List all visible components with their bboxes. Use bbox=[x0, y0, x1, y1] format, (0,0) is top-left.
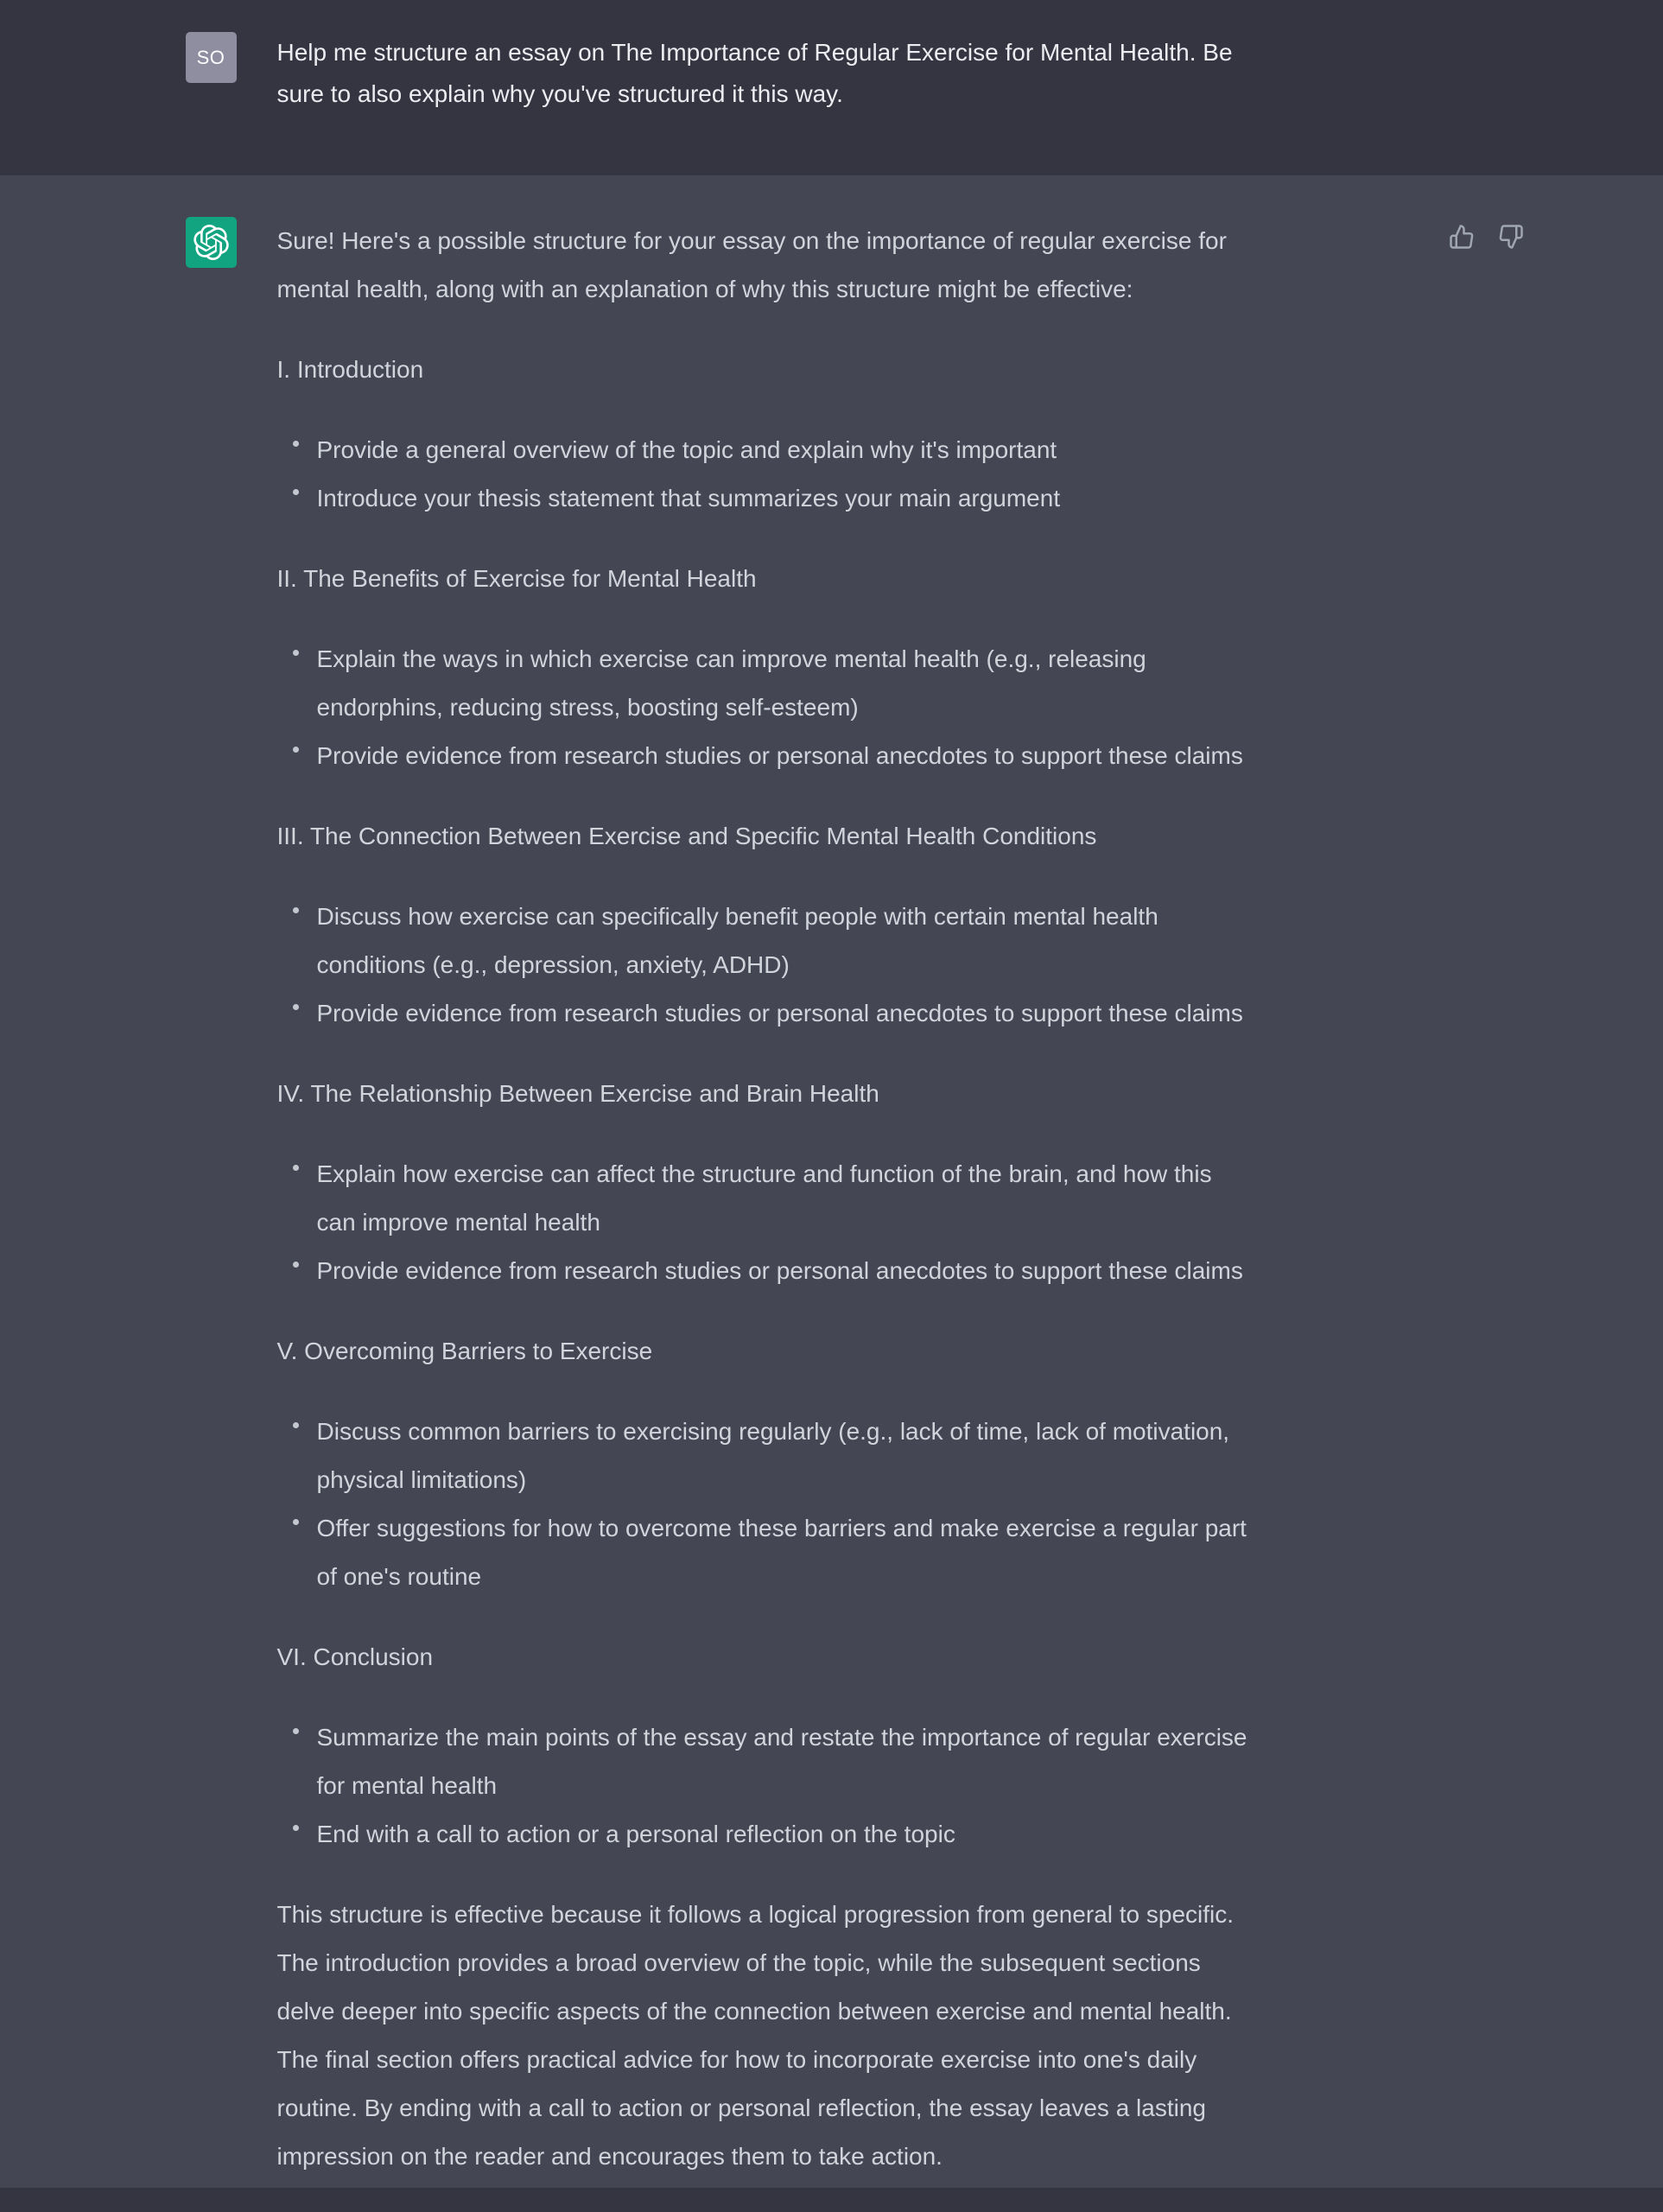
bullet-item: Provide evidence from research studies or personal anecdotes to support these claims bbox=[317, 989, 1435, 1038]
bullet-item: Provide evidence from research studies or personal anecdotes to support these claims bbox=[317, 732, 1435, 780]
section-heading: IV. The Relationship Between Exercise and Brain Health bbox=[276, 1080, 879, 1107]
bullet-item: Offer suggestions for how to overcome these barriers and make exercise a regular part of one's routine bbox=[317, 1504, 1435, 1601]
assistant-closing: This structure is effective because it follows a logical progression from general to specific. The introduction provides a broad overview of the topic, while the subsequent sections delve deeper into specific aspects of the connection between exercise and mental health. The final section offers practical advice for how to incorporate exercise into one's daily routine. By ending with a call to action or personal reflection, the essay leaves a lasting impression on the reader and encourages them to take action. bbox=[276, 1901, 1235, 2170]
bullet-item: Provide evidence from research studies or personal anecdotes to support these claims bbox=[317, 1247, 1435, 1295]
bullet-item: Provide a general overview of the topic and explain why it's important bbox=[317, 426, 1435, 474]
assistant-message-row bbox=[0, 175, 1663, 2188]
thumbs-down-icon bbox=[1498, 224, 1524, 250]
bullet-item: Discuss how exercise can specifically benefit people with certain mental health conditions (e.g., depression, anxiety, ADHD) bbox=[317, 893, 1435, 989]
section-bullets bbox=[277, 1713, 1435, 1859]
bullet-item: Discuss common barriers to exercising regularly (e.g., lack of time, lack of motivation, physical limitations) bbox=[317, 1408, 1435, 1504]
assistant-message-text bbox=[277, 217, 1435, 2181]
user-avatar bbox=[186, 32, 237, 83]
openai-logo-icon bbox=[194, 225, 229, 260]
user-message-text: Help me structure an essay on The Importance of Regular Exercise for Mental Health. Be sure to also explain why you've structured it this way. bbox=[276, 39, 1233, 107]
section-heading: I. Introduction bbox=[276, 356, 424, 383]
message-actions bbox=[1449, 217, 1524, 250]
thumbs-down-button[interactable] bbox=[1498, 224, 1524, 250]
user-message-row bbox=[0, 0, 1663, 175]
bullet-item: Explain how exercise can affect the structure and function of the brain, and how this can improve mental health bbox=[317, 1150, 1435, 1247]
section-bullets bbox=[277, 1408, 1435, 1601]
section-heading: II. The Benefits of Exercise for Mental Health bbox=[276, 565, 757, 592]
bullet-item: Introduce your thesis statement that summarizes your main argument bbox=[317, 474, 1435, 523]
user-avatar-initials: SO bbox=[196, 46, 225, 68]
section-heading: VI. Conclusion bbox=[276, 1643, 434, 1670]
assistant-intro: Sure! Here's a possible structure for your essay on the importance of regular exercise for mental health, along with an explanation of why this structure might be effective: bbox=[276, 227, 1227, 302]
section-bullets bbox=[277, 1150, 1435, 1295]
bullet-item: Summarize the main points of the essay and restate the importance of regular exercise for mental health bbox=[317, 1713, 1435, 1810]
thumbs-up-button[interactable] bbox=[1449, 224, 1475, 250]
assistant-avatar bbox=[186, 217, 237, 268]
input-area-edge bbox=[0, 2188, 1663, 2212]
bullet-item: Explain the ways in which exercise can improve mental health (e.g., releasing endorphins, reducing stress, boosting self-esteem) bbox=[317, 635, 1435, 732]
bullet-item: End with a call to action or a personal reflection on the topic bbox=[317, 1810, 1435, 1859]
section-heading: V. Overcoming Barriers to Exercise bbox=[276, 1338, 653, 1364]
section-bullets bbox=[277, 635, 1435, 780]
section-heading: III. The Connection Between Exercise and Specific Mental Health Conditions bbox=[276, 823, 1097, 849]
section-bullets bbox=[277, 893, 1435, 1038]
section-bullets bbox=[277, 426, 1435, 523]
thumbs-up-icon bbox=[1449, 224, 1475, 250]
